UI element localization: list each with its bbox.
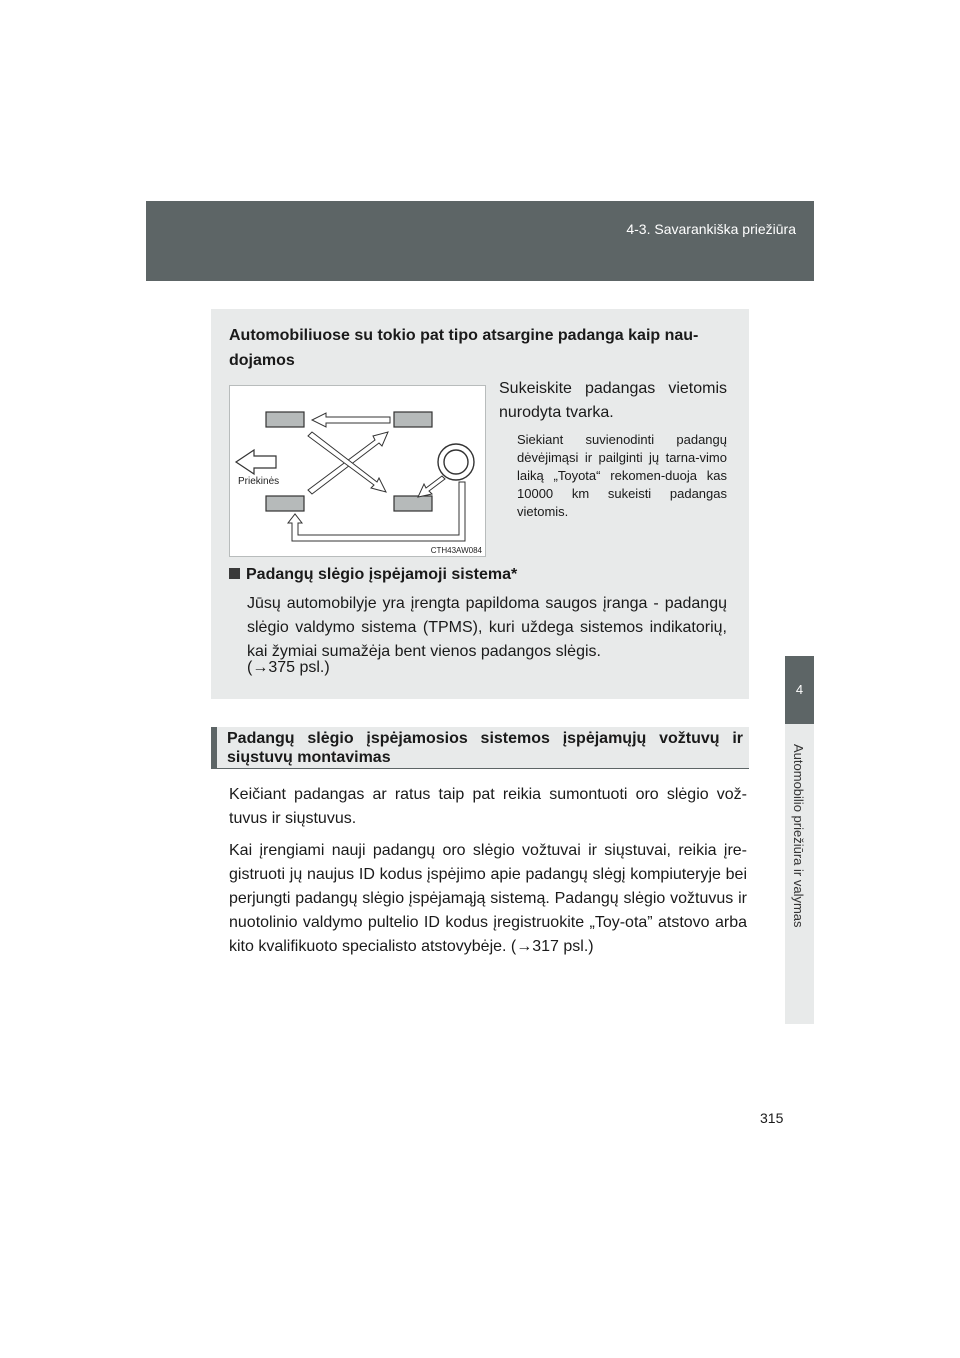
tpms-page-ref: (→375 psl.) xyxy=(247,659,330,676)
sub-heading xyxy=(211,727,749,769)
section-label: 4-3. Savarankiška priežiūra xyxy=(626,221,796,237)
front-label: Priekinės xyxy=(238,476,280,487)
spare-tire-info-box xyxy=(211,309,749,699)
rotation-note: Siekiant suvienodinti padangų dėvėjimąsi ir pailginti jų tarna-vimo laiką „Toyota“ rekomen-duoja kas 10000 km sukeisti padangas vietomis. xyxy=(517,432,727,519)
page-number: 315 xyxy=(760,1110,784,1126)
chapter-label: Automobilio priežiūra ir valymas xyxy=(791,744,806,928)
tpms-title-text: Padangų slėgio įspėjamoji sistema* xyxy=(246,566,518,583)
diagram-code: CTH43AW084 xyxy=(430,546,482,555)
arrow-spare-to-rr xyxy=(418,476,445,497)
rear-right-tire xyxy=(394,496,432,511)
box-title: Automobiliuose su tokio pat tipo atsargine padanga kaip nau-dojamos xyxy=(229,327,699,369)
paragraph: Kai įrengiami nauji padangų oro slėgio vožtuvai ir siųstuvai, reikia įre-gistruoti jų naujus ID kodus įspėjimo apie padangų slėgį kompiuteryje bei perjungti padangų slėgio įspėjamąją sistemą. Padangų slėgio vožtuvus ir nuotolinio valdymo pultelio ID kodus įregistruokite „Toy-ota” atstovo arba kito kvalifikuoto specialisto atstovybėje. (→317 psl.) xyxy=(229,842,747,955)
bullet-square-icon xyxy=(229,568,240,579)
chapter-number-tab: 4 xyxy=(785,656,814,724)
rotation-instruction: Sukeiskite padangas vietomis nurodyta tvarka. xyxy=(499,380,727,421)
front-right-tire xyxy=(394,412,432,427)
sub-heading-text: Padangų slėgio įspėjamosios sistemos įspėjamųjų vožtuvų ir siųstuvų montavimas xyxy=(227,730,743,766)
front-direction-arrow xyxy=(236,450,276,474)
header-band xyxy=(146,201,814,281)
rear-left-tire xyxy=(266,496,304,511)
tpms-body: Jūsų automobilyje yra įrengta papildoma saugos įranga - padangų slėgio valdymo sistema (TPMS), kuri uždega sistemos indikatorių, kai žymiai sumažėja bent vienos padangos slėgis. xyxy=(247,595,727,660)
paragraph: Keičiant padangas ar ratus taip pat reikia sumontuoti oro slėgio vož-tuvus ir siųstuvus. xyxy=(229,786,747,827)
chapter-label-tab xyxy=(785,724,814,1024)
tire-rotation-diagram xyxy=(229,385,486,557)
arrow-fr-to-fl xyxy=(312,413,390,427)
front-left-tire xyxy=(266,412,304,427)
tpms-bullet-title xyxy=(229,564,517,586)
